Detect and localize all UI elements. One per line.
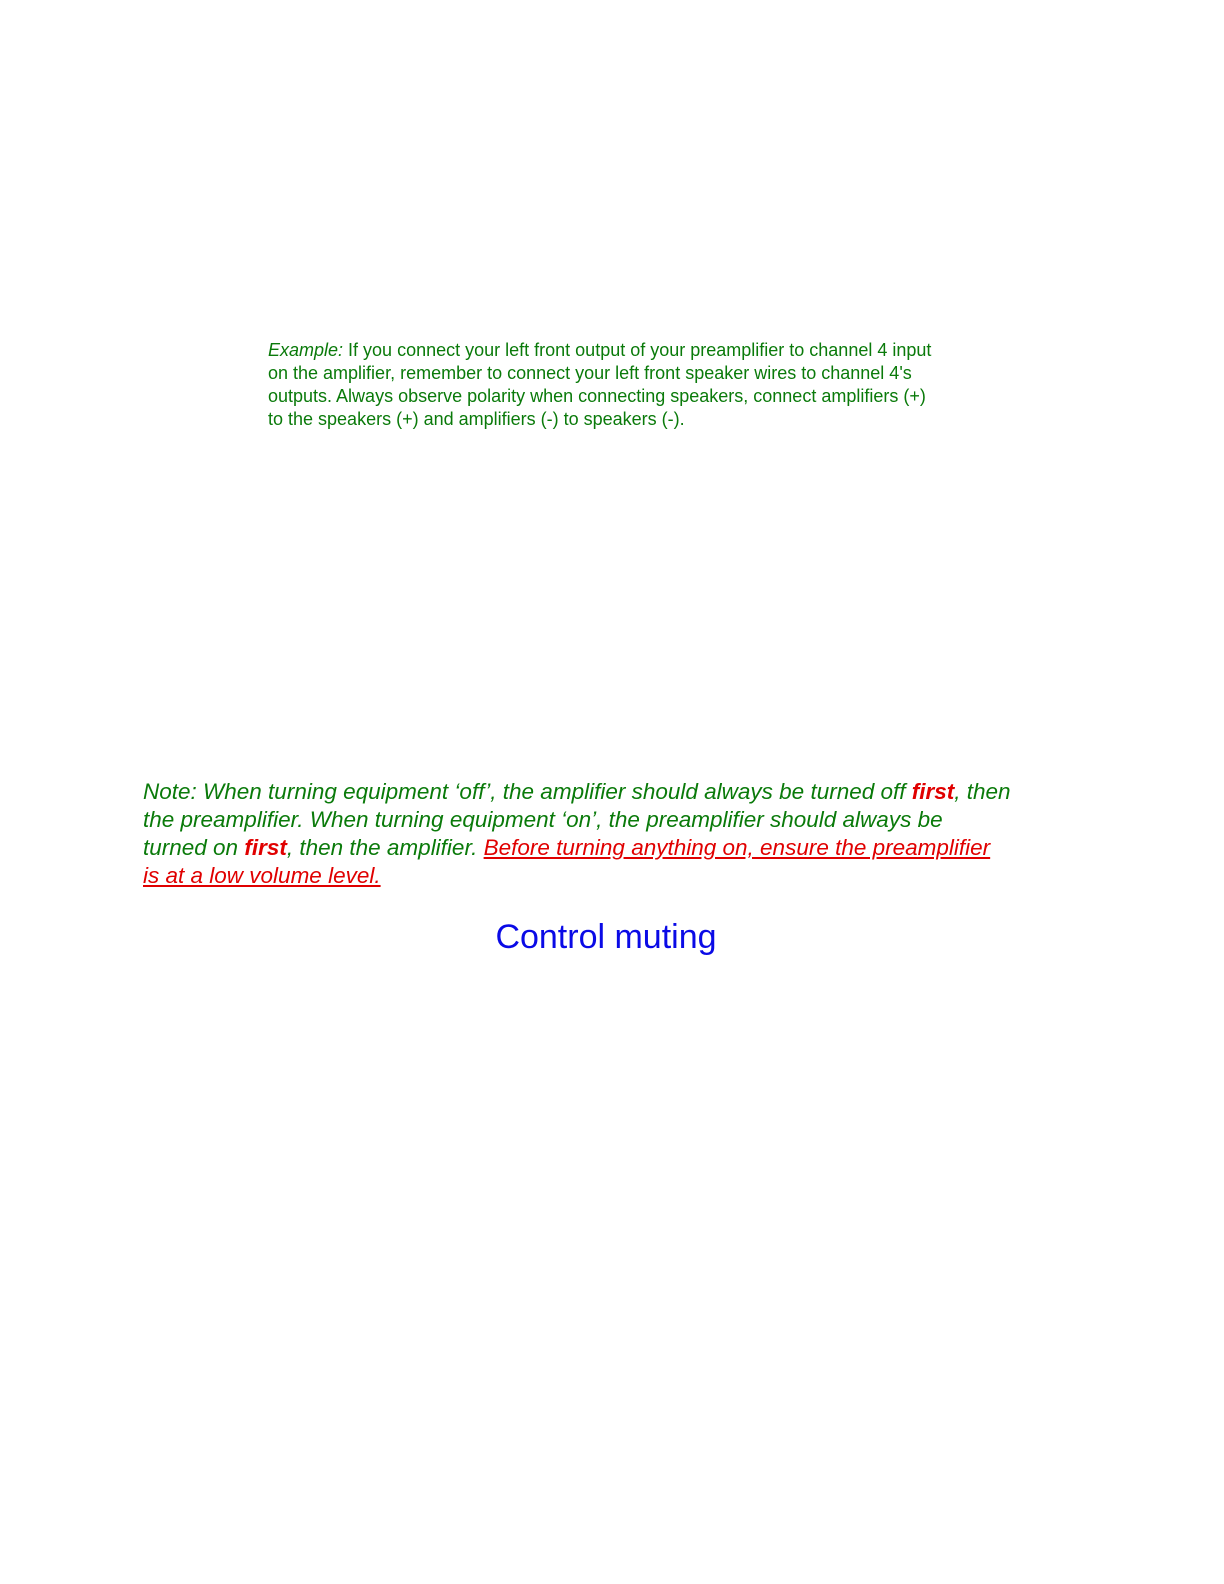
note-warning-text-2: is at a low volume level. <box>143 863 381 888</box>
note-line-1-text-b: , then <box>954 779 1011 804</box>
note-line-1 <box>143 778 1093 806</box>
example-paragraph <box>268 339 1028 431</box>
example-line-4: to the speakers (+) and amplifiers (-) to speakers (-). <box>268 409 685 429</box>
example-line-1-text: If you connect your left front output of your preamplifier to channel 4 input <box>343 340 932 360</box>
example-line-3: outputs. Always observe polarity when connecting speakers, connect amplifiers (+) <box>268 386 926 406</box>
example-line-2: on the amplifier, remember to connect your left front speaker wires to channel 4's <box>268 363 912 383</box>
note-warning-text-1: Before turning anything on, ensure the preamplifier <box>483 835 991 860</box>
note-emphasis-first-off: first <box>911 779 955 804</box>
example-line-1 <box>268 339 1028 362</box>
note-line-3-text-a: turned on <box>143 835 245 860</box>
note-line-2: the preamplifier. When turning equipment ‘on’, the preamplifier should always be <box>143 807 943 832</box>
section-heading: Control muting <box>495 918 717 956</box>
note-line-3-text-b: , then the amplifier. <box>286 835 484 860</box>
note-line-1-text-a: Note: When turning equipment ‘off’, the amplifier should always be turned off <box>143 779 912 804</box>
note-emphasis-first-on: first <box>244 835 287 860</box>
note-paragraph <box>143 778 1093 890</box>
note-line-4 <box>143 862 1093 890</box>
example-label: Example: <box>268 340 344 360</box>
note-line-3 <box>143 834 1093 862</box>
